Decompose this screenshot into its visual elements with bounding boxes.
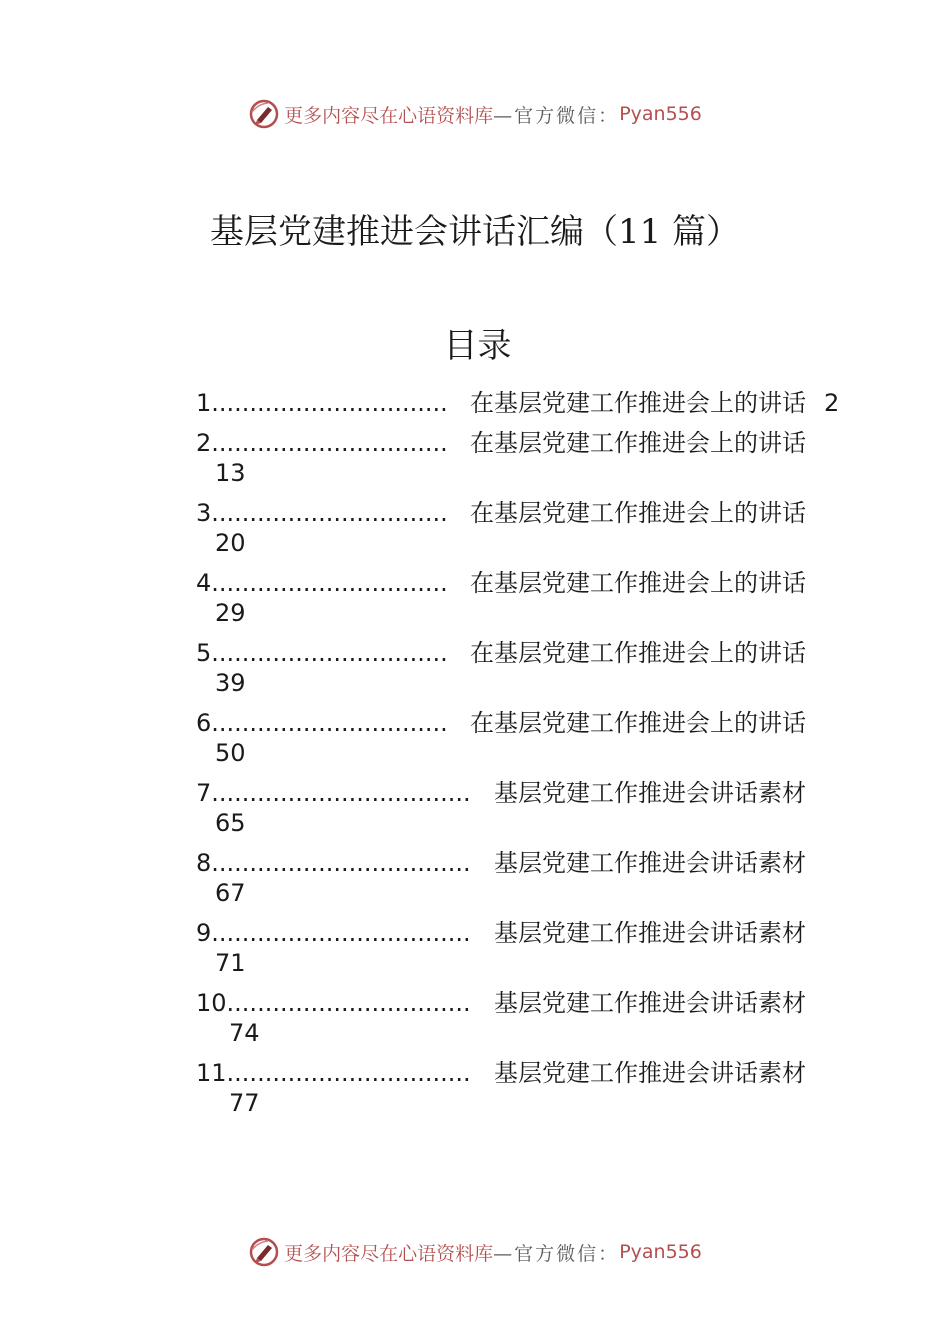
toc-entry-page: 13 xyxy=(215,459,246,487)
toc-entry-10[interactable] xyxy=(196,988,856,1058)
toc-leader-dots: ................................ xyxy=(226,1059,471,1087)
toc-entry-number: 6 xyxy=(196,709,212,737)
toc-leader-dots: .................................. xyxy=(211,919,471,947)
watermark-wechat-label: —官方微信： xyxy=(493,104,620,127)
toc-leader-dots: .................................. xyxy=(211,849,471,877)
toc-entry-page: 74 xyxy=(229,1019,260,1047)
pen-logo-icon xyxy=(248,1236,280,1268)
toc-entry-title: 基层党建工作推进会讲话素材 xyxy=(494,779,806,807)
toc-entry-1[interactable] xyxy=(196,388,856,428)
toc-entry-7[interactable] xyxy=(196,778,856,848)
footer-watermark xyxy=(0,1232,950,1272)
pen-logo-icon xyxy=(248,98,280,130)
toc-entry-title: 在基层党建工作推进会上的讲话 xyxy=(470,429,806,457)
toc-entry-number: 7 xyxy=(196,779,212,807)
toc-entry-title: 在基层党建工作推进会上的讲话 xyxy=(470,709,806,737)
toc-entry-page: 65 xyxy=(215,809,246,837)
toc-entry-number: 2 xyxy=(196,429,212,457)
document-title: 基层党建推进会讲话汇编（11 篇） xyxy=(209,212,741,252)
toc-entry-number: 5 xyxy=(196,639,212,667)
toc-entry-page: 77 xyxy=(229,1089,260,1117)
table-of-contents xyxy=(196,388,856,1128)
toc-entry-page: 39 xyxy=(215,669,246,697)
toc-entry-title: 在基层党建工作推进会上的讲话 xyxy=(470,389,806,417)
toc-entry-title: 在基层党建工作推进会上的讲话 xyxy=(470,499,806,527)
watermark-text: 更多内容尽在心语资料库 xyxy=(284,1242,494,1265)
watermark-wechat-id: Pyan556 xyxy=(619,103,702,125)
watermark-wechat-label: —官方微信： xyxy=(493,1242,620,1265)
toc-entry-title: 在基层党建工作推进会上的讲话 xyxy=(470,569,806,597)
toc-entry-title: 基层党建工作推进会讲话素材 xyxy=(494,919,806,947)
toc-entry-number: 9 xyxy=(196,919,212,947)
toc-leader-dots: ............................... xyxy=(211,569,448,597)
toc-entry-number: 4 xyxy=(196,569,212,597)
toc-entry-title: 基层党建工作推进会讲话素材 xyxy=(494,849,806,877)
toc-entry-number: 1 xyxy=(196,389,212,417)
toc-leader-dots: ................................ xyxy=(226,989,471,1017)
toc-entry-page: 29 xyxy=(215,599,246,627)
toc-entry-number: 10 xyxy=(196,989,227,1017)
toc-heading: 目录 xyxy=(443,326,512,366)
toc-entry-page: 20 xyxy=(215,529,246,557)
watermark-text: 更多内容尽在心语资料库 xyxy=(284,104,494,127)
toc-leader-dots: ............................... xyxy=(211,709,448,737)
toc-entry-4[interactable] xyxy=(196,568,856,638)
toc-leader-dots: ............................... xyxy=(211,429,448,457)
toc-entry-page: 2 xyxy=(824,389,840,417)
watermark-wechat-id: Pyan556 xyxy=(619,1241,702,1263)
toc-entry-number: 3 xyxy=(196,499,212,527)
toc-entry-9[interactable] xyxy=(196,918,856,988)
toc-leader-dots: .................................. xyxy=(211,779,471,807)
toc-leader-dots: ............................... xyxy=(211,639,448,667)
toc-entry-6[interactable] xyxy=(196,708,856,778)
toc-entry-title: 基层党建工作推进会讲话素材 xyxy=(494,1059,806,1087)
toc-entry-number: 8 xyxy=(196,849,212,877)
toc-entry-8[interactable] xyxy=(196,848,856,918)
toc-entry-title: 基层党建工作推进会讲话素材 xyxy=(494,989,806,1017)
toc-entry-title: 在基层党建工作推进会上的讲话 xyxy=(470,639,806,667)
toc-entry-page: 67 xyxy=(215,879,246,907)
toc-entry-2[interactable] xyxy=(196,428,856,498)
toc-entry-3[interactable] xyxy=(196,498,856,568)
toc-leader-dots: ............................... xyxy=(211,499,448,527)
toc-leader-dots: ............................... xyxy=(211,389,448,417)
toc-entry-page: 50 xyxy=(215,739,246,767)
toc-entry-11[interactable] xyxy=(196,1058,856,1128)
header-watermark xyxy=(0,94,950,134)
toc-entry-number: 11 xyxy=(196,1059,227,1087)
toc-entry-page: 71 xyxy=(215,949,246,977)
toc-entry-5[interactable] xyxy=(196,638,856,708)
